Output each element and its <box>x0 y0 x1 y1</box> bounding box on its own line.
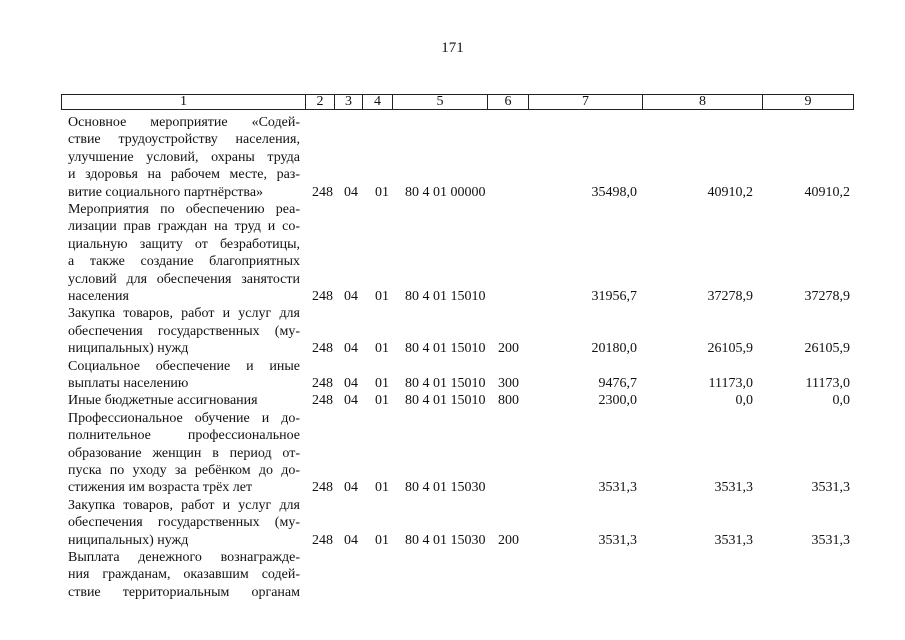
header-col-5: 5 <box>393 95 488 109</box>
row-name-line: условий для обеспечения занятости <box>68 271 300 287</box>
row-name-line: ствие трудоустройству населения, <box>68 132 300 148</box>
row-name-line: ния гражданам, оказавшим содей- <box>68 567 300 583</box>
cell-c7: 35498,0 <box>591 184 637 200</box>
cell-c6: 300 <box>498 375 519 391</box>
row-name-line: лизации прав граждан на труд и со- <box>68 219 300 235</box>
row-name <box>68 392 300 409</box>
cell-c3: 04 <box>344 184 358 200</box>
cell-c9: 0,0 <box>832 393 850 409</box>
row-name-line: витие социального партнёрства» <box>68 184 264 200</box>
cell-c8: 11173,0 <box>708 375 753 391</box>
cell-c4: 01 <box>375 341 389 357</box>
cell-c8: 3531,3 <box>714 532 753 548</box>
cell-c5: 80 4 01 15010 <box>405 375 486 391</box>
header-col-9: 9 <box>804 94 812 109</box>
table-header <box>61 94 854 110</box>
cell-c3: 04 <box>344 289 358 304</box>
cell-c7: 20180,0 <box>591 341 637 357</box>
cell-c8: 26105,9 <box>707 341 753 357</box>
cell-c2: 248 <box>312 375 333 391</box>
cell-c8: 0,0 <box>735 393 753 409</box>
cell-c8: 37278,9 <box>707 289 753 304</box>
row-name-line: улучшение условий, охраны труда <box>68 149 300 165</box>
row-name-line: пуска по уходу за ребёнком до до- <box>68 462 300 478</box>
row-name <box>68 201 300 305</box>
row-name <box>68 410 300 497</box>
row-name-line: обеспечения государственных (му- <box>68 323 300 339</box>
row-name-line: циальную защиту от безработицы, <box>68 236 300 252</box>
header-col-1: 1 <box>62 95 306 109</box>
row-name-line: Выплата денежного вознагражде- <box>68 550 300 565</box>
cell-c5: 80 4 01 15030 <box>405 480 486 496</box>
row-name-line: Мероприятия по обеспечению реа- <box>68 202 300 217</box>
cell-c7: 3531,3 <box>598 532 637 548</box>
header-col-2: 2 <box>306 95 335 109</box>
row-name-line: Иные бюджетные ассигнования <box>68 393 258 409</box>
cell-c9: 26105,9 <box>804 341 850 357</box>
cell-c5: 80 4 01 00000 <box>405 184 486 200</box>
cell-c4: 01 <box>375 289 389 304</box>
cell-c2: 248 <box>312 532 333 548</box>
row-name-line: и здоровья на рабочем месте, раз- <box>68 167 300 183</box>
row-name <box>68 114 300 201</box>
row-name <box>68 549 300 601</box>
row-name-line: населения <box>68 288 129 304</box>
row-name-line: Социальное обеспечение и иные <box>68 358 300 374</box>
header-col-7: 7 <box>529 95 643 109</box>
row-name-line: ствие территориальным органам <box>68 584 300 600</box>
cell-c4: 01 <box>375 375 389 391</box>
cell-c5: 80 4 01 15030 <box>405 532 486 548</box>
row-name-line: а также создание благоприятных <box>68 254 300 270</box>
row-name-line: обеспечения государственных (му- <box>68 515 300 531</box>
cell-c7: 2300,0 <box>598 393 637 409</box>
row-name-line: Профессиональное обучение и до- <box>68 410 300 426</box>
cell-c6: 200 <box>498 532 519 548</box>
row-name <box>68 497 300 549</box>
row-name-line: Основное мероприятие «Содей- <box>68 115 300 130</box>
row-name-line: выплаты населению <box>68 375 189 391</box>
cell-c3: 04 <box>344 532 358 548</box>
cell-c2: 248 <box>312 393 333 409</box>
cell-c9: 3531,3 <box>811 480 850 496</box>
row-name <box>68 358 300 393</box>
cell-c9: 11173,0 <box>805 375 850 391</box>
cell-c2: 248 <box>312 480 333 496</box>
cell-c5: 80 4 01 15010 <box>405 341 486 357</box>
cell-c7: 3531,3 <box>598 480 637 496</box>
row-name <box>68 305 300 357</box>
row-name-line: образование женщин в период от- <box>68 445 300 461</box>
cell-c8: 40910,2 <box>707 184 753 200</box>
header-col-6: 6 <box>488 95 529 109</box>
page-number: 171 <box>441 40 464 56</box>
header-col-3: 3 <box>335 95 363 109</box>
cell-c2: 248 <box>312 341 333 357</box>
row-name-line: полнительное профессиональное <box>68 428 300 444</box>
cell-c4: 01 <box>375 393 389 409</box>
header-col-8: 8 <box>643 95 763 109</box>
row-name-line: Закупка товаров, работ и услуг для <box>68 306 300 322</box>
cell-c8: 3531,3 <box>714 480 753 496</box>
row-name-line: ниципальных) нужд <box>68 341 189 357</box>
cell-c3: 04 <box>344 375 358 391</box>
cell-c9: 37278,9 <box>804 289 850 304</box>
cell-c9: 3531,3 <box>811 532 850 548</box>
cell-c5: 80 4 01 15010 <box>405 393 486 409</box>
cell-c4: 01 <box>375 532 389 548</box>
cell-c2: 248 <box>312 289 333 304</box>
cell-c6: 200 <box>498 341 519 357</box>
row-name-line: стижения им возраста трёх лет <box>68 480 253 496</box>
cell-c7: 31956,7 <box>591 289 637 304</box>
row-name-line: ниципальных) нужд <box>68 532 189 548</box>
cell-c4: 01 <box>375 480 389 496</box>
cell-c5: 80 4 01 15010 <box>405 289 486 304</box>
row-name-line: Закупка товаров, работ и услуг для <box>68 497 300 513</box>
cell-c7: 9476,7 <box>598 375 637 391</box>
cell-c3: 04 <box>344 480 358 496</box>
cell-c4: 01 <box>375 184 389 200</box>
header-col-4: 4 <box>363 95 393 109</box>
cell-c6: 800 <box>498 393 519 409</box>
cell-c9: 40910,2 <box>804 184 850 200</box>
cell-c2: 248 <box>312 184 333 200</box>
cell-c3: 04 <box>344 393 358 409</box>
cell-c3: 04 <box>344 341 358 357</box>
